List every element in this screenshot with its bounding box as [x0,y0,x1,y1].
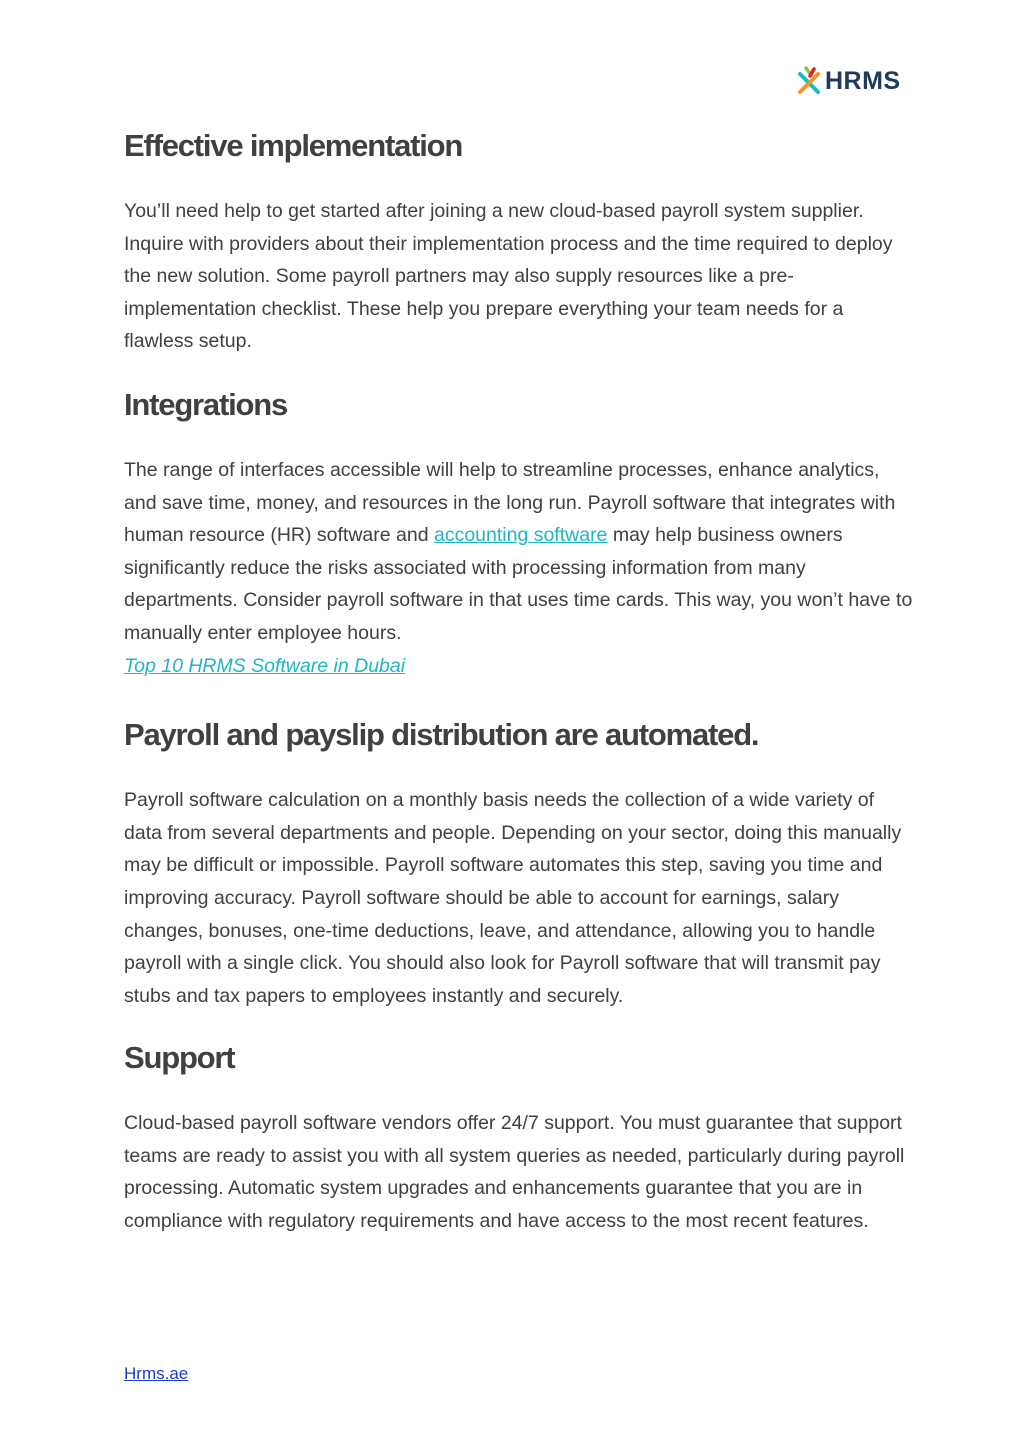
section-body-support: Cloud-based payroll software vendors offer 24/7 support. You must guarantee that support teams are ready to assist you with all system queries as needed, particularly during payroll processing. Automatic system upgrades and enhancements guarantee that you are in compliance with regulatory requirements and have access to the most recent features. [124,1112,905,1233]
section-heading-integrations: Integrations [124,386,288,422]
section-heading-support: Support [124,1040,235,1076]
logo-text: HRMS [825,67,901,95]
accounting-software-link[interactable]: accounting software [433,524,608,547]
integrations-text-after-link: may help business owners significantly reduce the risks associated with processing information from many departments. Consider payroll software in that uses time cards. This way, you won’t have to manually enter employee hours. [124,524,913,644]
article-content [124,124,914,1238]
hrms-logo[interactable] [798,66,901,96]
section-heading-implementation: Effective implementation [124,128,463,163]
section-body-implementation: You’ll need help to get started after joining a new cloud-based payroll system supplier. Inquire with providers about their implementation process and the time required to deploy the new solution. Some payroll partners may also supply resources like a pre-implementation checklist. These help you prepare everything your team needs for a flawless setup. [124,200,893,353]
footer-site-link[interactable]: Hrms.ae [124,1364,189,1383]
section-body-payroll-automation: Payroll software calculation on a monthly basis needs the collection of a wide variety of data from several departments and people. Depending on your sector, doing this manually may be difficult or impossible. Payroll software automates this step, saving you time and improving accuracy. Payroll software should be able to account for earnings, salary changes, bonuses, one-time deductions, leave, and attendance, allowing you to handle payroll with a single click. You should also look for Payroll software that will transmit pay stubs and tax papers to employees instantly and securely. [124,789,902,1007]
section-heading-payroll-automation: Payroll and payslip distribution are automated. [124,717,759,753]
section-body-integrations [124,454,914,682]
hrms-logo-mark-icon [798,66,822,96]
top-10-hrms-dubai-link[interactable]: Top 10 HRMS Software in Dubai [124,654,406,677]
integrations-text-before-link: The range of interfaces accessible will help to streamline processes, enhance analytics, and save time, money, and resources in the long run. Payroll software that integrates with human resource (HR) software and [124,458,896,547]
